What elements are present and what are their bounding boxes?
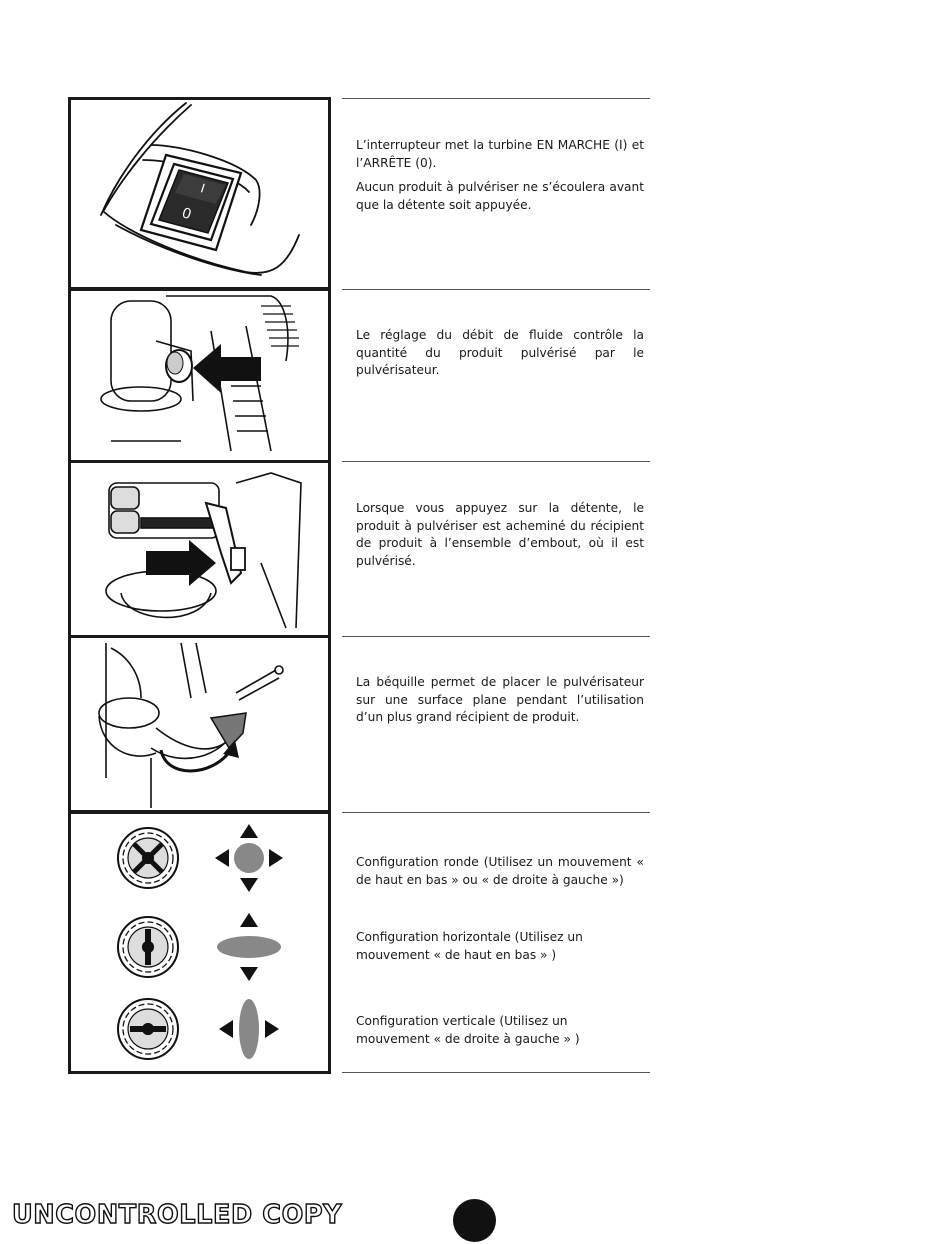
flow-description (356, 327, 644, 387)
divider (342, 812, 650, 813)
divider (342, 461, 650, 462)
illustration-flow-control (68, 288, 331, 463)
illustration-stand (68, 635, 331, 813)
switch-description (356, 137, 644, 221)
switch-on-mark: I (198, 180, 207, 196)
nozzle-vertical (118, 999, 178, 1059)
switch-description-line-1: L’interrupteur met la turbine EN MARCHE (I) et l’ARRÊTE (0). (356, 138, 644, 170)
illustration-spray-patterns (68, 811, 331, 1074)
flow-description-text: Le réglage du débit de fluide contrôle la quantité du produit pulvérisé par le pulvérisateur. (356, 328, 644, 377)
uncontrolled-copy-watermark: UNCONTROLLED COPY (12, 1200, 343, 1230)
pattern-vertical-text: Configuration verticale (Utilisez un mouvement « de droite à gauche » ) (356, 1014, 580, 1046)
flow-control-drawing (71, 291, 328, 460)
divider (342, 289, 650, 290)
divider (342, 98, 650, 99)
pattern-round-text: Configuration ronde (Utilisez un mouvement « de haut en bas » ou « de droite à gauche ») (356, 855, 644, 887)
divider (342, 1072, 650, 1073)
nozzle-horizontal (118, 917, 178, 977)
pattern-vertical-icon (219, 999, 279, 1059)
trigger-drawing (71, 463, 328, 635)
pattern-horizontal-text: Configuration horizontale (Utilisez un mouvement « de haut en bas » ) (356, 930, 583, 962)
pattern-horizontal-description (356, 929, 644, 971)
switch-off-mark: 0 (180, 204, 194, 224)
illustration-power-switch (68, 97, 331, 290)
switch-description-line-2: Aucun produit à pulvériser ne s’écoulera avant que la détente soit appuyée. (356, 180, 644, 212)
stand-drawing (71, 638, 328, 810)
pattern-vertical-description (356, 1013, 644, 1055)
trigger-description-text: Lorsque vous appuyez sur la détente, le produit à pulvériser est acheminé du récipient de produit à l’ensemble d’embout, où il est pulvérisé. (356, 501, 644, 568)
nozzle-round (118, 828, 178, 888)
pattern-round-icon (215, 824, 283, 892)
spray-patterns-drawing (71, 814, 328, 1071)
pattern-horizontal-icon (217, 913, 281, 981)
stand-description-text: La béquille permet de placer le pulvérisateur sur une surface plane pendant l’utilisation d’un plus grand récipient de produit. (356, 675, 644, 724)
trigger-description (356, 500, 644, 577)
divider (342, 636, 650, 637)
stand-description (356, 674, 644, 734)
illustration-trigger (68, 460, 331, 638)
page-number-dot (453, 1199, 496, 1242)
pattern-round-description (356, 854, 644, 896)
power-switch-drawing (71, 100, 328, 287)
